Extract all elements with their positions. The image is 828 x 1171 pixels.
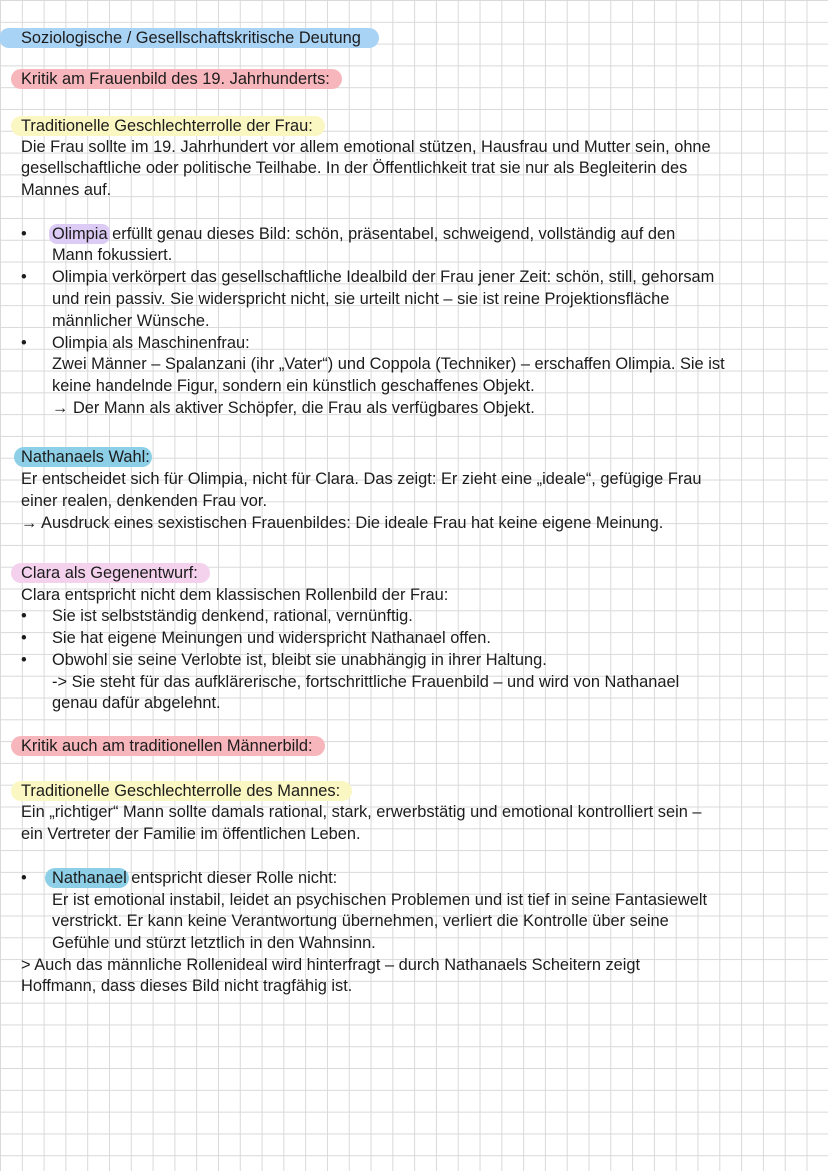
- text-line: Er ist emotional instabil, leidet an psychischen Problemen und ist tief in seine Fantasiewelt: [52, 891, 708, 909]
- text-line: Olimpia verkörpert das gesellschaftliche Idealbild der Frau jener Zeit: schön, still, gehorsam: [52, 268, 715, 286]
- heading-highlight: Kritik am Frauenbild des 19. Jahrhunderts:: [21, 70, 330, 88]
- subheading-highlight: Traditionelle Geschlechterrolle des Mannes:: [21, 782, 341, 800]
- bullet-nathanael-line: Nathanael entspricht dieser Rolle nicht:: [52, 869, 338, 887]
- text-line: Olimpia als Maschinenfrau:: [52, 334, 250, 352]
- text-line: -> Sie steht für das aufklärerische, fortschrittliche Frauenbild – und wird von Nathanael: [52, 673, 680, 691]
- bullet-marker: •: [21, 334, 27, 352]
- wahl-highlight: Nathanaels Wahl:: [21, 448, 150, 466]
- text-line: Mannes auf.: [21, 181, 112, 199]
- clara-highlight: Clara als Gegenentwurf:: [21, 564, 198, 582]
- text-line: Mann fokussiert.: [52, 246, 173, 264]
- text-line: Ein „richtiger“ Mann sollte damals rational, stark, erwerbstätig und emotional kontrolliert sein –: [21, 803, 702, 821]
- subheading-rolle-frau: [21, 116, 313, 137]
- text-line: gesellschaftliche oder politische Teilhabe. In der Öffentlichkeit trat sie nur als Begleiterin des: [21, 159, 688, 177]
- section-heading-maennerbild: [21, 736, 313, 757]
- text-line: Hoffmann, dass dieses Bild nicht tragfähig ist.: [21, 977, 353, 995]
- text-line: und rein passiv. Sie widerspricht nicht, sie urteilt nicht – sie ist reine Projektionsfläche: [52, 290, 670, 308]
- section-heading-frauenbild: [21, 69, 330, 90]
- olimpia-highlight: Olimpia: [52, 225, 108, 243]
- text-line: → Ausdruck eines sexistischen Frauenbildes: Die ideale Frau hat keine eigene Meinung.: [21, 514, 664, 532]
- text-line: verstrickt. Er kann keine Verantwortung übernehmen, verliert die Kontrolle über seine: [52, 912, 669, 930]
- heading-highlight: Kritik auch am traditionellen Männerbild:: [21, 737, 313, 755]
- text-line: Er entscheidet sich für Olimpia, nicht für Clara. Das zeigt: Er zieht eine „ideale“, gefügige Frau: [21, 470, 702, 488]
- subheading-nathanaels-wahl: [21, 447, 150, 468]
- bullet-marker: •: [21, 607, 27, 625]
- text-line: einer realen, denkenden Frau vor.: [21, 492, 268, 510]
- bullet-marker: •: [21, 268, 27, 286]
- text-line: Die Frau sollte im 19. Jahrhundert vor allem emotional stützen, Hausfrau und Mutter sein, ohne: [21, 138, 711, 156]
- text-line: genau dafür abgelehnt.: [52, 694, 221, 712]
- page-title: [21, 28, 361, 49]
- text-line: männlicher Wünsche.: [52, 312, 210, 330]
- bullet-marker: •: [21, 225, 27, 243]
- text-line: Sie hat eigene Meinungen und widerspricht Nathanael offen.: [52, 629, 491, 647]
- text-line: Obwohl sie seine Verlobte ist, bleibt sie unabhängig in ihrer Haltung.: [52, 651, 547, 669]
- bullet-marker: •: [21, 629, 27, 647]
- bullet-marker: •: [21, 651, 27, 669]
- text-line: Gefühle und stürzt letztlich in den Wahnsinn.: [52, 934, 376, 952]
- text-line: keine handelnde Figur, sondern ein künstlich geschaffenes Objekt.: [52, 377, 535, 395]
- text-line: Zwei Männer – Spalanzani (ihr „Vater“) und Coppola (Techniker) – erschaffen Olimpia. Sie ist: [52, 355, 725, 373]
- nathanael-highlight: Nathanael: [52, 869, 127, 887]
- title-highlight: Soziologische / Gesellschaftskritische Deutung: [21, 29, 361, 47]
- subheading-highlight: Traditionelle Geschlechterrolle der Frau:: [21, 117, 313, 135]
- text-line: Clara entspricht nicht dem klassischen Rollenbild der Frau:: [21, 586, 449, 604]
- subheading-rolle-mann: [21, 781, 340, 802]
- text-line: > Auch das männliche Rollenideal wird hinterfragt – durch Nathanaels Scheitern zeigt: [21, 956, 641, 974]
- text-line: Sie ist selbstständig denkend, rational, vernünftig.: [52, 607, 413, 625]
- bullet-olimpia-line: Olimpia erfüllt genau dieses Bild: schön, präsentabel, schweigend, vollständig auf den: [52, 225, 676, 243]
- text-line: → Der Mann als aktiver Schöpfer, die Frau als verfügbares Objekt.: [52, 399, 535, 417]
- text-line: ein Vertreter der Familie im öffentlichen Leben.: [21, 825, 361, 843]
- bullet-marker: •: [21, 869, 27, 887]
- subheading-clara: [21, 563, 198, 584]
